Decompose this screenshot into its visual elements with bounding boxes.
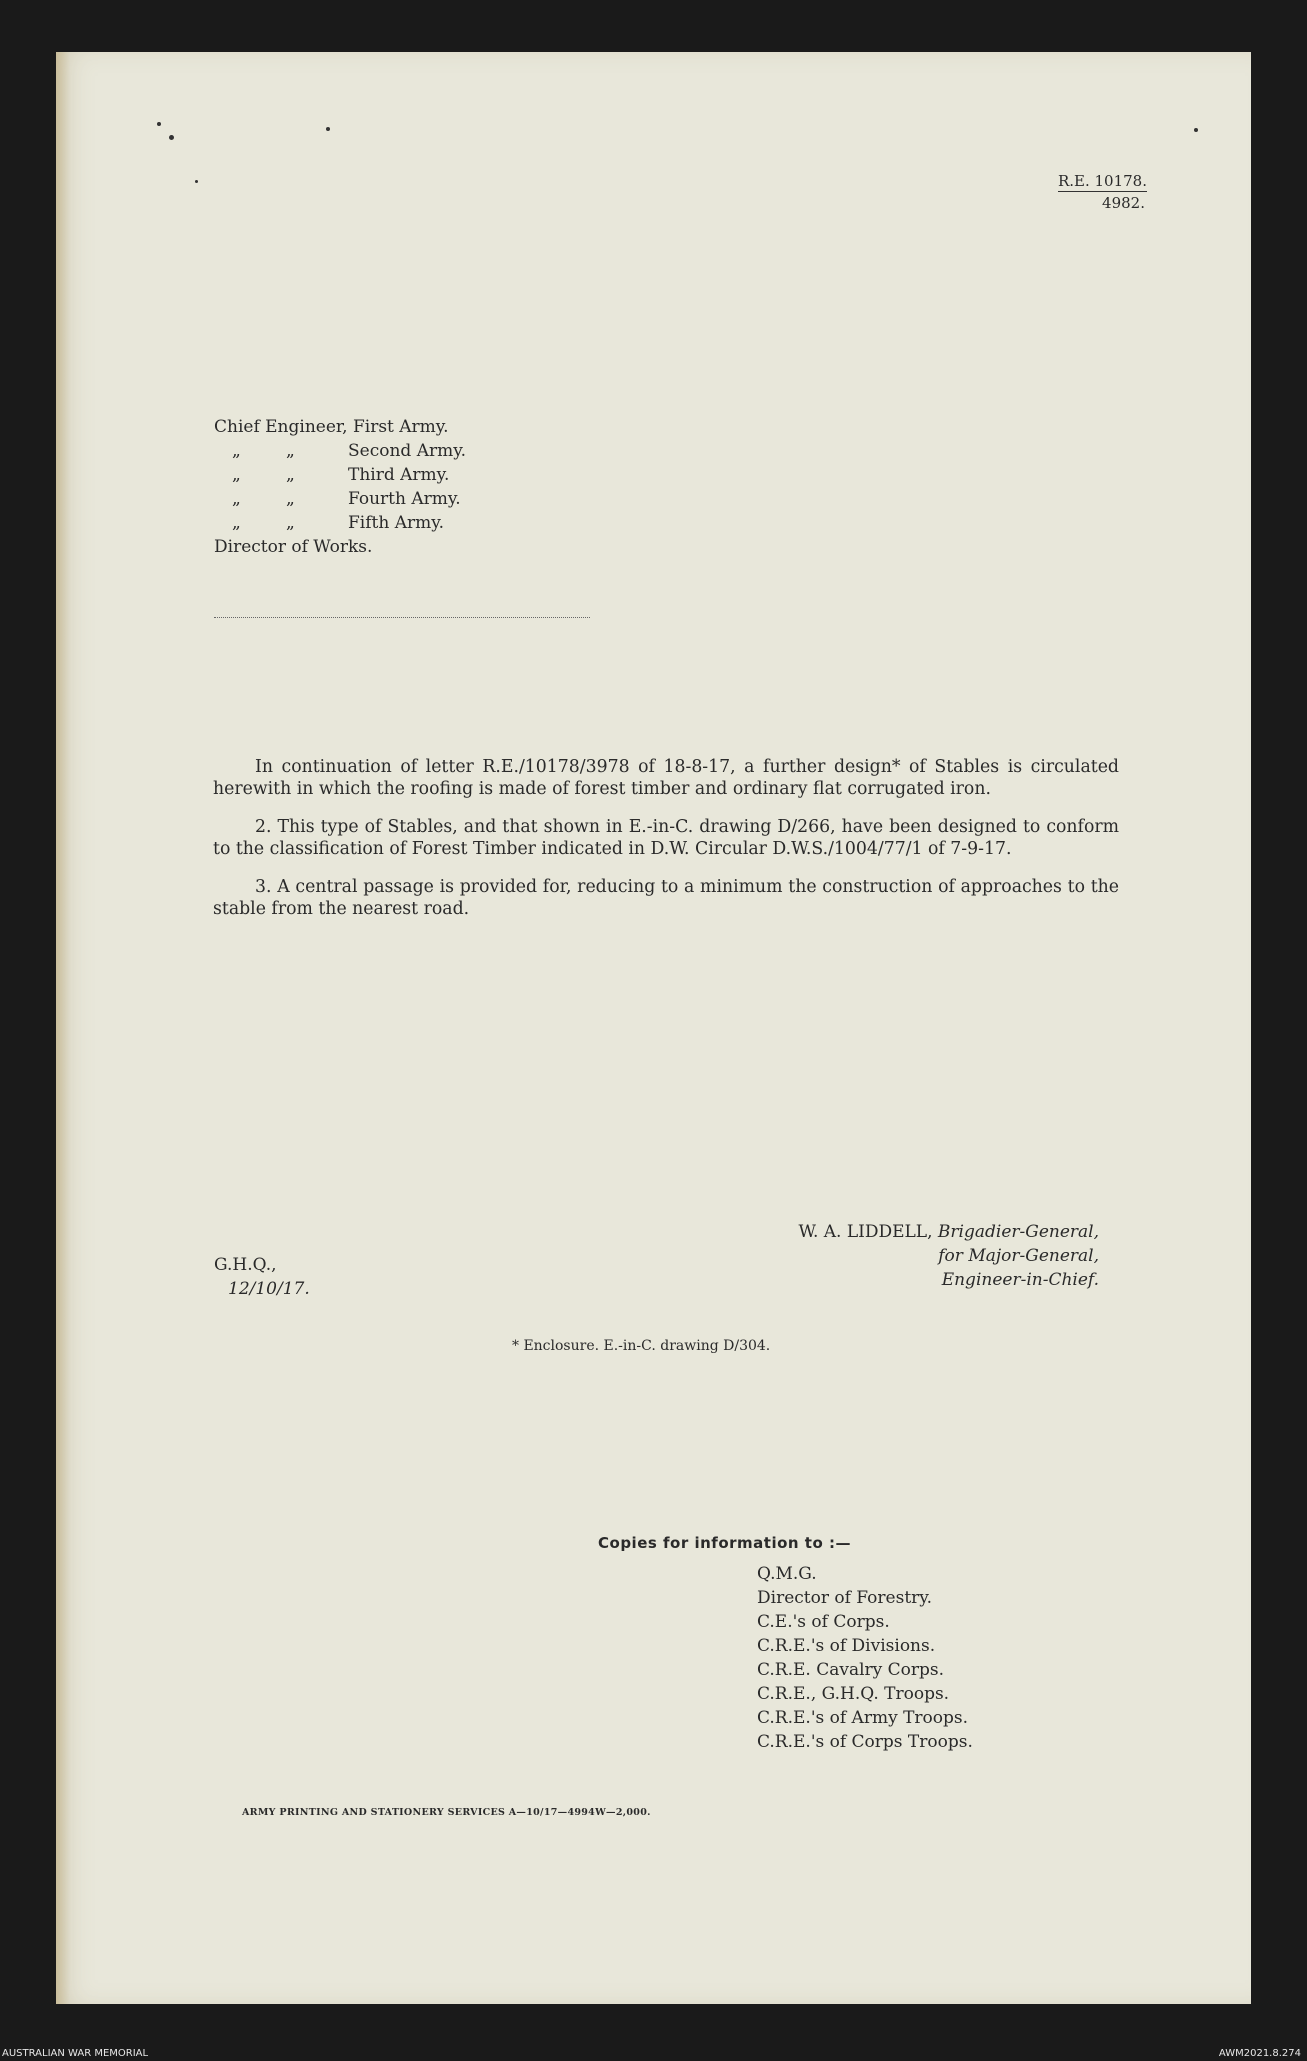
ditto-mark: „ <box>232 513 241 533</box>
ditto-mark: „ <box>232 441 241 461</box>
document-page <box>56 52 1251 2004</box>
copies-heading: Copies for information to :— <box>598 1534 851 1552</box>
archive-id: AWM2021.8.274 <box>1218 2048 1301 2059</box>
copies-list <box>757 1562 973 1754</box>
copy-recipient: C.R.E. Cavalry Corps. <box>757 1660 945 1680</box>
addressee-row <box>214 439 466 463</box>
addressee-text: Fourth Army. <box>348 489 461 509</box>
ink-spot <box>326 127 330 131</box>
ink-spot <box>169 135 174 140</box>
addressee-text: Chief Engineer, First Army. <box>214 417 449 437</box>
addressee-row <box>214 463 466 487</box>
copy-recipient: C.R.E.'s of Divisions. <box>757 1636 936 1656</box>
paragraph: 3. A central passage is provided for, reducing to a minimum the construction of approaches to the stable from the nearest road. <box>213 877 1119 919</box>
copy-recipient: Q.M.G. <box>757 1564 817 1584</box>
addressee-text: Third Army. <box>348 465 450 485</box>
signatory-name: W. A. LIDDELL, <box>798 1222 933 1242</box>
reference-number <box>1058 170 1147 214</box>
reference-main: R.E. 10178. <box>1057 172 1147 190</box>
origin-place: G.H.Q., <box>214 1255 277 1275</box>
ditto-mark: „ <box>286 513 295 533</box>
addressee-row <box>214 535 466 559</box>
letter-body <box>213 756 1119 936</box>
signature-block <box>798 1220 1099 1292</box>
copy-recipient: C.R.E., G.H.Q. Troops. <box>757 1684 950 1704</box>
paragraph: In continuation of letter R.E./10178/3978 of 18-8-17, a further design* of Stables is circulated herewith in which the roofing is made of forest timber and ordinary flat corrugated iron. <box>213 757 1119 799</box>
signature-line <box>798 1220 1099 1244</box>
ink-spot <box>195 180 198 183</box>
archive-credit: AUSTRALIAN WAR MEMORIAL <box>2 2048 149 2059</box>
signatory-rank: Brigadier-General, <box>937 1222 1099 1242</box>
ditto-mark: „ <box>232 465 241 485</box>
addressee-row <box>214 415 466 439</box>
paragraph: 2. This type of Stables, and that shown in E.-in-C. drawing D/266, have been designed to conform to the classification of Forest Timber indicated in D.W. Circular D.W.S./1004/77/1 of 7-9-17. <box>213 817 1119 859</box>
origin-block <box>214 1253 310 1301</box>
copy-recipient: Director of Forestry. <box>757 1588 933 1608</box>
copy-recipient: C.R.E.'s of Corps Troops. <box>757 1732 973 1752</box>
addressee-row <box>214 511 466 535</box>
copy-recipient: C.R.E.'s of Army Troops. <box>757 1708 969 1728</box>
ditto-mark: „ <box>286 441 295 461</box>
copy-recipient: C.E.'s of Corps. <box>757 1612 890 1632</box>
ditto-mark: „ <box>286 489 295 509</box>
addressee-text: Director of Works. <box>214 537 373 557</box>
ink-spot <box>157 122 161 126</box>
dotted-divider <box>214 617 590 618</box>
addressee-list <box>214 415 466 559</box>
ditto-mark: „ <box>286 465 295 485</box>
signatory-for: for Major-General, <box>938 1246 1099 1266</box>
ditto-mark: „ <box>232 489 241 509</box>
addressee-text: Second Army. <box>348 441 466 461</box>
enclosure-note: * Enclosure. E.-in-C. drawing D/304. <box>512 1338 771 1354</box>
addressee-text: Fifth Army. <box>348 513 444 533</box>
printer-imprint: ARMY PRINTING AND STATIONERY SERVICES A—10/17—4994W—2,000. <box>242 1807 651 1818</box>
addressee-row <box>214 487 466 511</box>
origin-date: 12/10/17. <box>228 1279 310 1299</box>
signatory-title: Engineer-in-Chief. <box>941 1270 1099 1290</box>
reference-sub: 4982. <box>1102 194 1145 212</box>
ink-spot <box>1194 128 1198 132</box>
